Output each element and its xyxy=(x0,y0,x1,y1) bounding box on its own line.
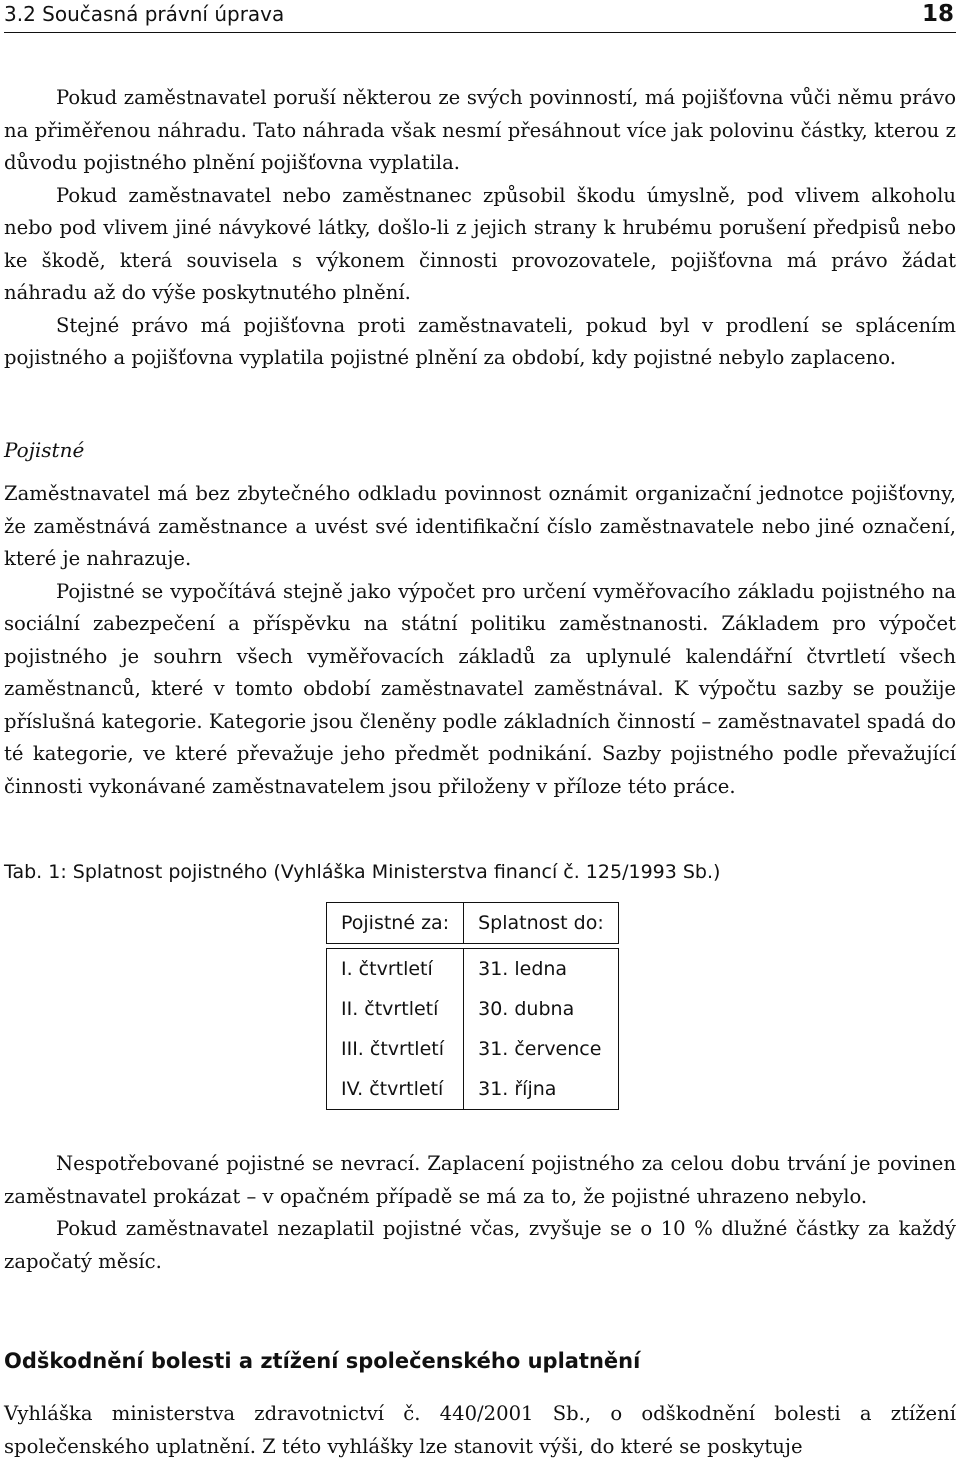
paragraph: Stejné právo má pojišťovna proti zaměstnavateli, pokud byl v prodlení se splácením pojistného a pojišťovna vyplatila pojistné plnění za období, kdy pojistné nebylo zaplaceno. xyxy=(4,313,956,369)
table-cell: I. čtvrtletí xyxy=(327,949,464,990)
table-row xyxy=(327,949,619,990)
paragraph: Nespotřebované pojistné se nevrací. Zaplacení pojistného za celou dobu trvání je povinen zaměstnavatel prokázat – v opačném případě se má za to, že pojistné uhrazeno nebylo. xyxy=(4,1152,956,1208)
table-cell: IV. čtvrtletí xyxy=(327,1069,464,1110)
table-cell: 31. července xyxy=(464,1029,619,1069)
paragraph-group-4 xyxy=(4,1398,956,1463)
paragraph: Pokud zaměstnavatel nebo zaměstnanec způsobil škodu úmyslně, pod vlivem alkoholu nebo pod vlivem jiné návykové látky, došlo-li z jejich strany k hrubému porušení předpisů nebo ke škodě, která souvisela s výkonem činnosti provozovatele, pojišťovna má právo žádat náhradu až do výše poskytnutého plnění. xyxy=(4,183,956,304)
table-cell: 30. dubna xyxy=(464,989,619,1029)
paragraph: Pokud zaměstnavatel nezaplatil pojistné včas, zvyšuje se o 10 % dlužné částky za každý započatý měsíc. xyxy=(4,1217,956,1273)
section-heading: Odškodnění bolesti a ztížení společenského uplatnění xyxy=(4,1349,641,1373)
section-title: 3.2 Současná právní úprava xyxy=(4,2,285,26)
table-header-cell: Splatnost do: xyxy=(464,903,619,944)
table-header-cell: Pojistné za: xyxy=(327,903,464,944)
paragraph-group-3 xyxy=(4,1148,956,1278)
page-number: 18 xyxy=(921,1,954,27)
paragraph: Pojistné se vypočítává stejně jako výpočet pro určení vyměřovacího základu pojistného na sociální zabezpečení a příspěvku na státní politiku zaměstnanosti. Základem pro výpočet pojistného je souhrn všech vyměřovacích základů za uplynulé kalendářní čtvrtletí všech zaměstnanců, které v tomto období zaměstnavatel zaměstnával. K výpočtu sazby se použije příslušná kategorie. Kategorie jsou členěny podle základních činností – zaměstnavatel spadá do té kategorie, ve které převažuje jeho předmět podnikání. Sazby pojistného podle převažující činnosti vykonávané zaměstnavatelem jsou přiloženy v příloze této práce. xyxy=(4,579,956,798)
table-row xyxy=(327,989,619,1029)
table-header-row xyxy=(327,903,619,944)
paragraph: Pokud zaměstnavatel poruší některou ze svých povinností, má pojišťovna vůči němu právo na přiměřenou náhradu. Tato náhrada však nesmí přesáhnout více jak polovinu částky, kterou z důvodu pojistného plnění pojišťovna vyplatila. xyxy=(4,86,956,174)
table-cell: 31. října xyxy=(464,1069,619,1110)
table-caption: Tab. 1: Splatnost pojistného (Vyhláška Ministerstva financí č. 125/1993 Sb.) xyxy=(4,861,721,883)
paragraph: Zaměstnavatel má bez zbytečného odkladu povinnost oznámit organizační jednotce pojišťovny, že zaměstnává zaměstnance a uvést své identifikační číslo zaměstnavatele nebo jiné označení, které je nahrazuje. xyxy=(4,482,956,570)
table-cell: III. čtvrtletí xyxy=(327,1029,464,1069)
table-container xyxy=(326,902,619,1110)
subheading-pojistne: Pojistné xyxy=(4,438,85,462)
table-row xyxy=(327,1029,619,1069)
paragraph-group-2 xyxy=(4,478,956,803)
table-cell: 31. ledna xyxy=(464,949,619,990)
document-page xyxy=(4,0,956,1459)
table-cell: II. čtvrtletí xyxy=(327,989,464,1029)
table-row xyxy=(327,1069,619,1110)
payment-due-table xyxy=(326,902,619,1110)
running-header xyxy=(4,0,956,33)
paragraph-group-1 xyxy=(4,82,956,375)
paragraph: Vyhláška ministerstva zdravotnictví č. 440/2001 Sb., o odškodnění bolesti a ztížení společenského uplatnění. Z této vyhlášky lze stanovit výši, do které se poskytuje xyxy=(4,1402,956,1458)
